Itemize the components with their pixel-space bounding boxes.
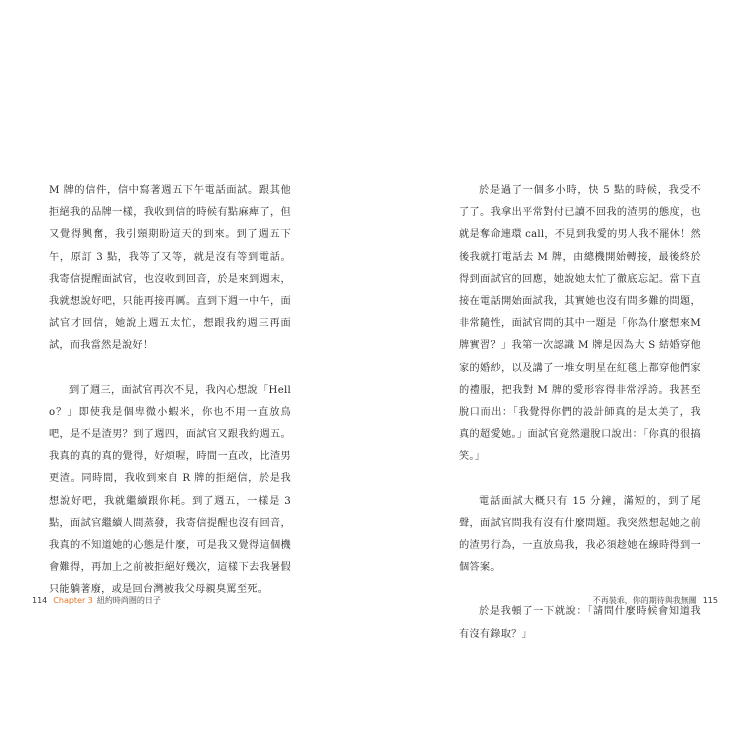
left-running-footer (32, 595, 161, 606)
book-title: 不再裝乖，你的期待與我無關 (592, 596, 697, 605)
right-text-column (459, 180, 701, 646)
right-running-footer (593, 595, 718, 606)
paragraph: 電話面試大概只有 15 分鐘，滿短的，到了尾聲，面試官問我有沒有什麼問題。我突然想起她之前的渣男行為，一直放鳥我，我必須趁她在線時得到一個答案。 (459, 495, 701, 574)
paragraph: 於是過了一個多小時，快 5 點的時候，我受不了了。我拿出平常對付已讀不回我的渣男的態度，也就是奪命連環 call，不見到我愛的男人我不罷休！然後我就打電話去 M 牌，由總機開始轉接，最後終於得到面試官的回應，她說她太忙了徹底忘記。當下直接在電話開始面試我，其實她也沒有問多難的問題，非常隨性，面試官問的其中一題是「你為什麼想來M牌實習？」我第一次認識 M 牌是因為大 S 結婚穿他家的婚紗，以及講了一堆女明星在紅毯上都穿他們家的禮服，把我對 M 牌的愛形容得非常浮誇。我甚至脫口而出：「我覺得你們的設計師真的是太美了，我真的超愛她。」面試官竟然還脫口說出：「你真的很搞笑。」 (459, 185, 701, 463)
paragraph: 於是我頓了一下就說：「請問什麼時候會知道我有沒有錄取？」 (459, 606, 701, 640)
right-page (375, 0, 750, 750)
paragraph: 到了週三，面試官再次不見，我內心想說「Hello？」即使我是個卑微小蝦米，你也不用一直放鳥吧，是不是渣男？到了週四，面試官又跟我約週五。我真的真的真的覺得，好煩喔，時間一直改，比渣男更渣。同時間，我收到來自 R 牌的拒絕信，於是我想說好吧，我就繼續跟你耗。到了週五，一樣是 3 點，面試官繼續人間蒸發，我寄信提醒也沒有回音，我真的不知道她的心態是什麼，可是我又覺得這個機會難得，再加上之前被拒絕好幾次，這樣下去我暑假只能躺著廢，或是回台灣被我父母親臭罵至死。 (49, 384, 291, 596)
page-number: 115 (702, 596, 718, 605)
page-number: 114 (32, 596, 48, 605)
chapter-label: Chapter 3 (53, 596, 93, 605)
chapter-title: 紐約時尚圈的日子 (96, 596, 161, 605)
paragraph: M 牌的信件，信中寫著週五下午電話面試。跟其他拒絕我的品牌一樣，我收到信的時候有點麻痺了，但又覺得興奮，我引頸期盼這天的到來。到了週五下午，原訂 3 點，我等了又等，就是沒有等到電話。我寄信提醒面試官，也沒收到回音，於是來到週末，我就想說好吧，只能再接再厲。直到下週一中午，面試官才回信，她說上週五太忙，想跟我約週三再面試，而我當然是說好！ (49, 185, 291, 352)
left-text-column (49, 180, 291, 602)
